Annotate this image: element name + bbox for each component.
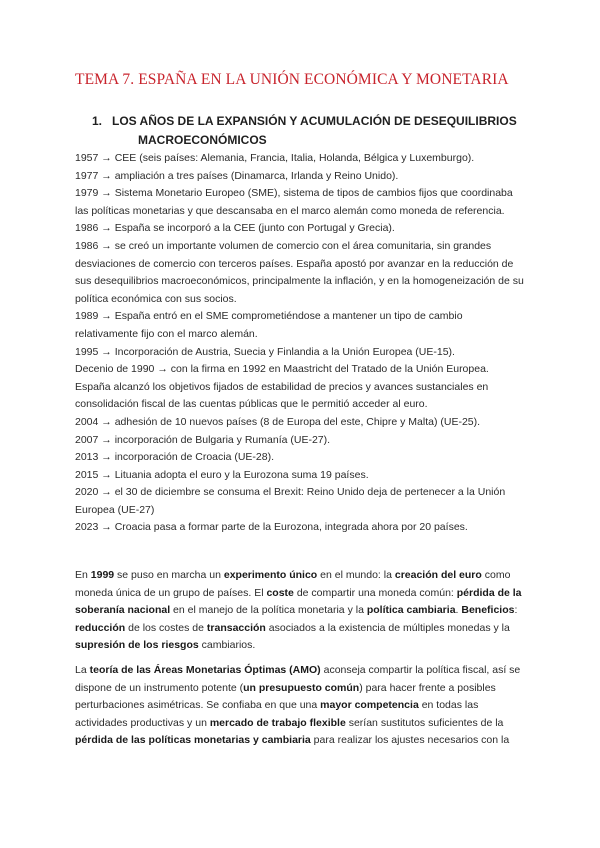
bold-run: un presupuesto común — [243, 681, 360, 694]
amo-paragraph — [75, 662, 527, 750]
timeline-entry: 2020 → el 30 de diciembre se consuma el Brexit: Reino Unido deja de pertenecer a la Unión Europea (UE-27) — [75, 486, 506, 516]
text-run: de los costes de — [125, 621, 207, 634]
bold-run: teoría de las Áreas Monetarias Óptimas (AMO) — [89, 664, 321, 676]
timeline-entry: 1986 → España se incorporó a la CEE (junto con Portugal y Grecia). — [75, 222, 395, 235]
timeline-list — [75, 150, 525, 537]
timeline-entry: 1979 → Sistema Monetario Europeo (SME), sistema de tipos de cambios fijos que coordinaba las políticas monetarias y que descansaba en el marco alemán como moneda de referencia. — [75, 187, 513, 217]
section-heading — [92, 112, 532, 149]
text-run: : — [514, 604, 518, 617]
timeline-entry: 1995 → Incorporación de Austria, Suecia y Finlandia a la Unión Europea (UE-15). — [75, 345, 455, 358]
bold-run: mercado de trabajo flexible — [209, 716, 346, 729]
bold-run: 1999 — [90, 569, 115, 581]
text-run: en el manejo de la política monetaria y la — [170, 604, 367, 617]
text-run: en todas las actividades productivas y un — [75, 699, 479, 729]
text-run: en el mundo: la — [317, 569, 395, 581]
bold-run: coste — [266, 586, 294, 599]
text-run: . — [455, 604, 462, 617]
bold-run: mayor competencia — [320, 699, 419, 712]
text-run: de compartir una moneda común: — [293, 586, 457, 599]
text-run: como moneda única de un grupo de países. El — [75, 569, 511, 599]
timeline-entry: 2013 → incorporación de Croacia (UE-28). — [75, 451, 275, 464]
bold-run: transacción — [206, 621, 266, 634]
timeline-entry: 1957 → CEE (seis países: Alemania, Francia, Italia, Holanda, Bélgica y Luxemburgo). — [75, 152, 475, 164]
timeline-entry: 2007 → incorporación de Bulgaria y Rumanía (UE-27). — [75, 433, 331, 446]
text-run: serían sustitutos suficientes de la — [345, 716, 504, 729]
bold-run: Beneficios — [461, 604, 515, 617]
timeline-entry: 1989 → España entró en el SME comprometiéndose a mantener un tipo de cambio relativamente fijo con el marco alemán. — [75, 310, 463, 340]
bold-run: creación del euro — [394, 569, 482, 581]
bold-run: pérdida de la soberanía nacional — [75, 586, 522, 617]
euro-paragraph — [75, 567, 527, 655]
bold-run: política cambiaria — [366, 604, 456, 617]
timeline-entry: 2015 → Lituania adopta el euro y la Eurozona suma 19 países. — [75, 468, 369, 481]
section-heading-line1: LOS AÑOS DE LA EXPANSIÓN Y ACUMULACIÓN DE DESEQUILIBRIOS — [112, 114, 517, 128]
text-run: ) para hacer frente a posibles perturbaciones asimétricas. Se confiaba en que una — [75, 681, 496, 712]
bold-run: supresión de los riesgos — [75, 639, 199, 652]
section-number: 1. — [92, 114, 103, 128]
timeline-entry: 2023 → Croacia pasa a formar parte de la Eurozona, integrada ahora por 20 países. — [75, 521, 468, 534]
timeline-entry: 1986 → se creó un importante volumen de comercio con el área comunitaria, sin grandes desviaciones de comercio con terceros países. España apostó por avanzar en la reducción de sus desequilibrios macroeconómicos, principalmente la inflación, y en la homogeneización de su política económica con sus socios. — [75, 239, 524, 305]
document-title: TEMA 7. ESPAÑA EN LA UNIÓN ECONÓMICA Y MONETARIA — [75, 71, 509, 88]
text-run: En — [75, 569, 91, 581]
bold-run: reducción — [75, 621, 126, 634]
timeline-entry: 2004 → adhesión de 10 nuevos países (8 de Europa del este, Chipre y Malta) (UE-25). — [75, 415, 481, 428]
text-run: cambiarios. — [198, 639, 256, 652]
section-heading-line2: MACROECONÓMICOS — [138, 132, 267, 147]
text-run: asociados a la existencia de múltiples monedas y la — [265, 621, 510, 634]
text-run: aconseja compartir la política fiscal, así se dispone de un instrumento potente ( — [75, 664, 521, 694]
text-run: se puso en marcha un — [114, 569, 224, 581]
bold-run: pérdida de las políticas monetarias y cambiaria — [75, 734, 311, 747]
text-run: para realizar los ajustes necesarios con la — [310, 734, 510, 747]
timeline-entry: Decenio de 1990 → con la firma en 1992 en Maastricht del Tratado de la Unión Europea. España alcanzó los objetivos fijados de estabilidad de precios y avances sustanciales en consolidación fiscal de las cuentas públicas que le permitió acceder al euro. — [75, 363, 489, 411]
timeline-entry: 1977 → ampliación a tres países (Dinamarca, Irlanda y Reino Unido). — [75, 169, 399, 182]
text-run: La — [75, 664, 90, 676]
bold-run: experimento único — [223, 569, 318, 581]
